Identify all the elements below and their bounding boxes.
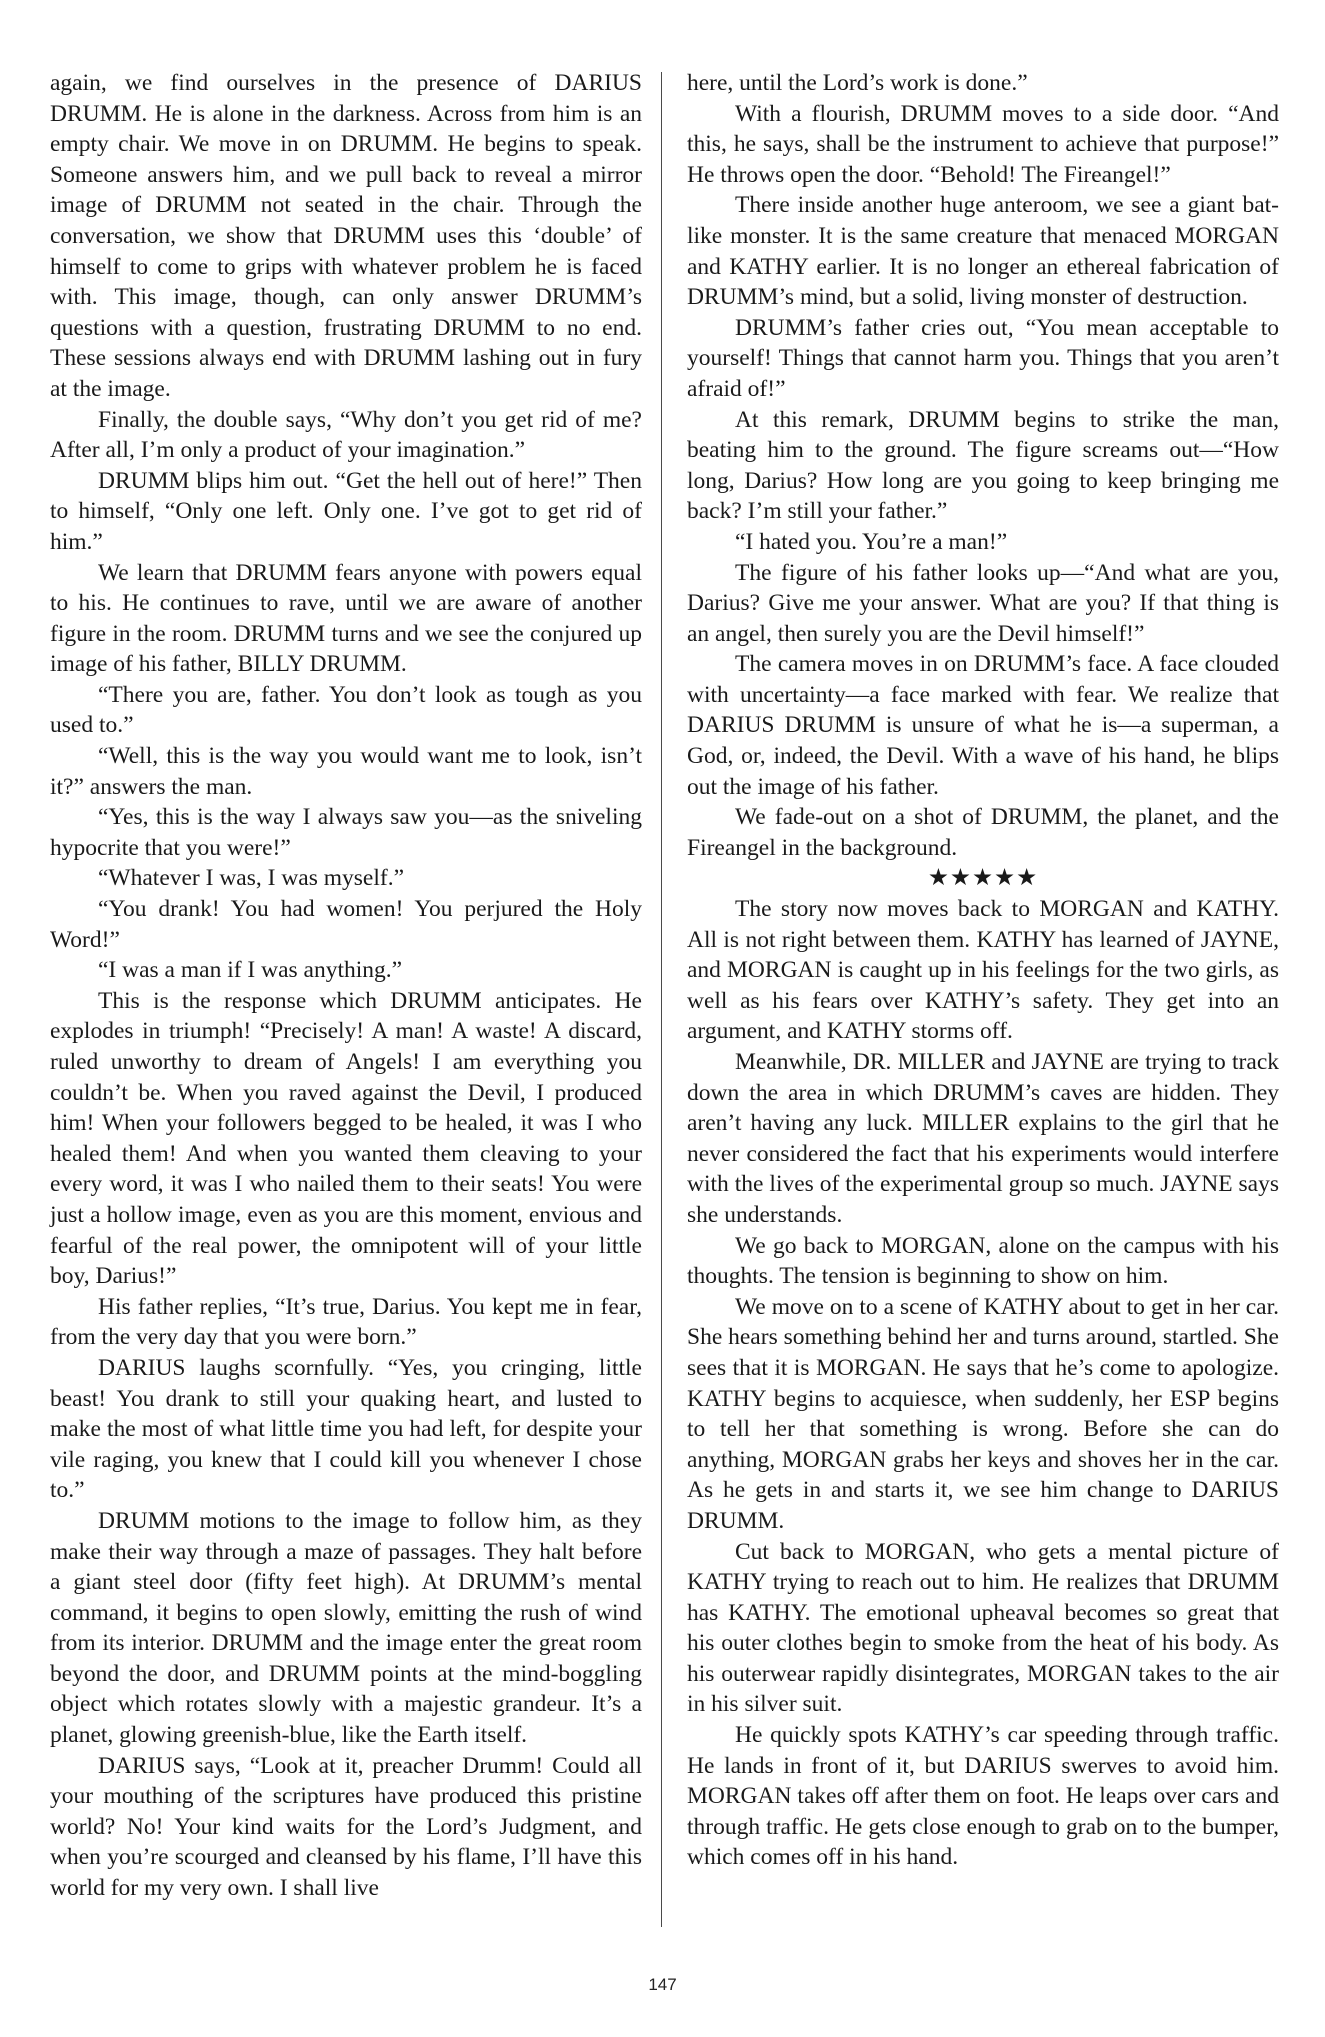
paragraph: This is the response which DRUMM anticipates. He explodes in triumph! “Precisely! A man! A waste! A discard, ruled unworthy to dream of Angels! I am everything you couldn’t be. When you raved against the Devil, I produced him! When your followers begged to be healed, it was I who healed them! And when you wanted them cleaving to your every word, it was I who nailed them to their seats! You were just a hollow image, even as you are this moment, envious and fearful of the real power, the omnipotent will of your little boy, Darius!” — [50, 987, 642, 1290]
paragraph: Finally, the double says, “Why don’t you get rid of me? After all, I’m only a product of your imagination.” — [50, 406, 642, 464]
paragraph: “There you are, father. You don’t look as tough as you used to.” — [50, 681, 642, 739]
paragraph: The story now moves back to MORGAN and KATHY. All is not right between them. KATHY has learned of JAYNE, and MORGAN is caught up in his feelings for the two girls, as well as his fears over KATHY’s safety. They get into an argument, and KATHY storms off. — [687, 896, 1279, 1045]
paragraph: “You drank! You had women! You perjured the Holy Word!” — [50, 896, 642, 953]
paragraph: DRUMM blips him out. “Get the hell out of here!” Then to himself, “Only one left. Only one. I’ve got to get rid of him.” — [50, 467, 642, 555]
column-divider — [661, 72, 662, 1927]
page-number: 147 — [648, 1975, 677, 1994]
paragraph: DRUMM motions to the image to follow him, as they make their way through a maze of passages. They halt before a giant steel door (fifty feet high). At DRUMM’s mental command, it begins to open slowly, emitting the rush of wind from its interior. DRUMM and the image enter the great room beyond the door, and DRUMM points at the mind-boggling object which rotates slowly with a majestic grandeur. It’s a planet, glowing greenish-blue, like the Earth itself. — [50, 1507, 642, 1749]
paragraph: We move on to a scene of KATHY about to get in her car. She hears something behind her and turns around, startled. She sees that it is MORGAN. He says that he’s come to apologize. KATHY begins to acquiesce, when suddenly, her ESP begins to tell her that something is wrong. Before she can do anything, MORGAN grabs her keys and shoves her in the car. As he gets in and starts it, we see him change to DARIUS DRUMM. — [687, 1293, 1279, 1534]
paragraph: “I was a man if I was anything.” — [98, 957, 403, 984]
paragraph: DARIUS says, “Look at it, preacher Drumm! Could all your mouthing of the scriptures have produced this pristine world? No! Your kind waits for the Lord’s Judgment, and when you’re scourged and cleansed by his flame, I’ll have this world for my very own. I shall live — [50, 1752, 642, 1902]
section-break-stars: ★★★★★ — [927, 865, 1039, 892]
paragraph: We go back to MORGAN, alone on the campus with his thoughts. The tension is beginning to show on him. — [687, 1232, 1279, 1290]
paragraph: Cut back to MORGAN, who gets a mental picture of KATHY trying to reach out to him. He realizes that DRUMM has KATHY. The emotional upheaval becomes so great that his outer clothes begin to smoke from the heat of his body. As his outerwear rapidly disintegrates, MORGAN takes to the air in his silver suit. — [687, 1538, 1279, 1718]
paragraph: again, we find ourselves in the presence of DARIUS DRUMM. He is alone in the darkness. Across from him is an empty chair. We move in on DRUMM. He begins to speak. Someone answers him, and we pull back to reveal a mirror image of DRUMM not seated in the chair. Through the conversation, we show that DRUMM uses this ‘double’ of himself to come to grips with whatever problem he is faced with. This image, though, can only answer DRUMM’s questions with a question, frustrating DRUMM to no end. These sessions always end with DRUMM lashing out in fury at the image. — [50, 70, 642, 402]
paragraph: “I hated you. You’re a man!” — [735, 528, 1008, 555]
paragraph: At this remark, DRUMM begins to strike the man, beating him to the ground. The figure screams out—“How long, Darius? How long are you going to keep bringing me back? I’m still your father.” — [687, 406, 1279, 525]
left-column — [50, 68, 642, 1904]
paragraph: With a flourish, DRUMM moves to a side door. “And this, he says, shall be the instrument to achieve that purpose!” He throws open the door. “Behold! The Fireangel!” — [687, 100, 1279, 188]
paragraph: The figure of his father looks up—“And what are you, Darius? Give me your answer. What are you? If that thing is an angel, then surely you are the Devil himself!” — [687, 559, 1279, 647]
paragraph: His father replies, “It’s true, Darius. You kept me in fear, from the very day that you were born.” — [50, 1293, 642, 1351]
paragraph: There inside another huge anteroom, we see a giant bat-like monster. It is the same creature that menaced MORGAN and KATHY earlier. It is no longer an ethereal fabrication of DRUMM’s mind, but a solid, living monster of destruction. — [687, 192, 1279, 311]
paragraph: DARIUS laughs scornfully. “Yes, you cringing, little beast! You drank to still your quaking heart, and lusted to make the most of what little time you had left, for despite your vile raging, you knew that I could kill you whenever I chose to.” — [50, 1354, 642, 1504]
paragraph: “Whatever I was, I was myself.” — [98, 865, 405, 892]
right-column — [687, 68, 1279, 1873]
paragraph: here, until the Lord’s work is done.” — [687, 70, 1028, 96]
paragraph: DRUMM’s father cries out, “You mean acceptable to yourself! Things that cannot harm you. Things that you aren’t afraid of!” — [687, 314, 1279, 402]
paragraph: “Well, this is the way you would want me to look, isn’t it?” answers the man. — [50, 743, 642, 800]
paragraph: The camera moves in on DRUMM’s face. A face clouded with uncertainty—a face marked with fear. We realize that DARIUS DRUMM is unsure of what he is—a superman, a God, or, indeed, the Devil. With a wave of his hand, he blips out the image of his father. — [687, 651, 1279, 800]
paragraph: We fade-out on a shot of DRUMM, the planet, and the Fireangel in the background. — [687, 804, 1279, 861]
paragraph: “Yes, this is the way I always saw you—as the sniveling hypocrite that you were!” — [50, 804, 642, 861]
paragraph: Meanwhile, DR. MILLER and JAYNE are trying to track down the area in which DRUMM’s caves are hidden. They aren’t having any luck. MILLER explains to the girl that he never considered the fact that his experiments would interfere with the lives of the experimental group so much. JAYNE says she understands. — [687, 1049, 1279, 1228]
paragraph: He quickly spots KATHY’s car speeding through traffic. He lands in front of it, but DARIUS swerves to avoid him. MORGAN takes off after them on foot. He leaps over cars and through traffic. He gets close enough to grab on to the bumper, which comes off in his hand. — [687, 1722, 1279, 1871]
paragraph: We learn that DRUMM fears anyone with powers equal to his. He continues to rave, until we are aware of another figure in the room. DRUMM turns and we see the conjured up image of his father, BILLY DRUMM. — [50, 559, 642, 678]
